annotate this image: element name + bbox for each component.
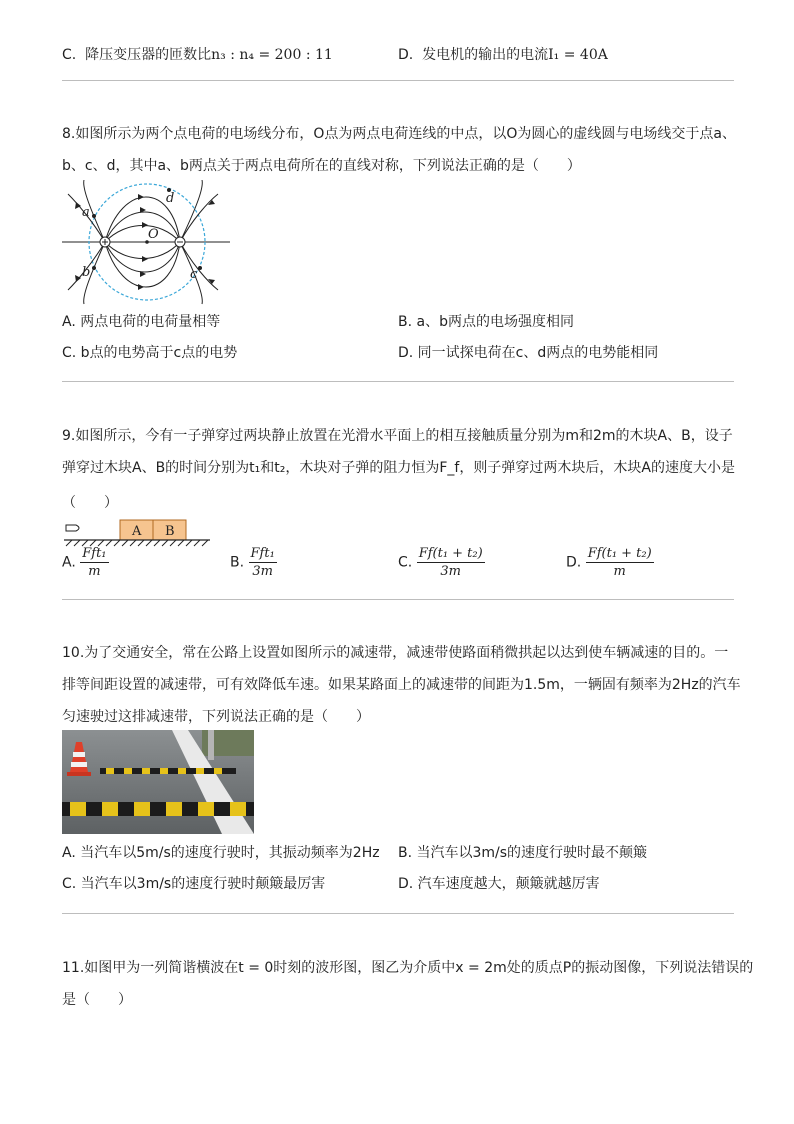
label-b: b bbox=[82, 265, 91, 280]
divider bbox=[62, 913, 734, 914]
q10-stem-line1: 10.为了交通安全，常在公路上设置如图所示的减速带，减速带使路面稍微拱起以达到使车辆减速的目的。一 bbox=[62, 645, 729, 661]
q8-field-figure bbox=[62, 180, 232, 305]
q9-option-c: C. $\frac{\text{Ff(t₁ + t₂)}}{3m}$ bbox=[398, 546, 483, 579]
q10-option-b: B. 当汽车以3m/s的速度行驶时最不颠簸 bbox=[398, 845, 648, 861]
q9-stem-line3: （ ） bbox=[62, 495, 118, 511]
q9-option-d: D. $\frac{\text{Ff(t₁ + t₂)}}{m}$ bbox=[566, 546, 652, 579]
q7-option-d: D. 发电机的输出的电流I₁ = 40A bbox=[398, 47, 608, 63]
label-d: d bbox=[166, 191, 175, 206]
q11-stem-line2: 是（ ） bbox=[62, 992, 132, 1008]
divider bbox=[62, 599, 734, 600]
divider bbox=[62, 381, 734, 382]
q8-option-b: B. a、b两点的电场强度相同 bbox=[398, 314, 574, 330]
label-o: O bbox=[148, 227, 159, 242]
q10-stem-line3: 匀速驶过这排减速带，下列说法正确的是（ ） bbox=[62, 709, 370, 725]
q9-option-a: A. $\frac{\text{Fft₁}}{m}$ bbox=[62, 546, 107, 579]
q11-stem-line1: 11.如图甲为一列简谐横波在t = 0时刻的波形图，图乙为介质中x = 2m处的质点P的振动图像，下列说法错误的 bbox=[62, 960, 754, 976]
label-a: a bbox=[82, 205, 90, 220]
label-c: c bbox=[190, 267, 198, 282]
q10-option-c: C. 当汽车以3m/s的速度行驶时颠簸最厉害 bbox=[62, 876, 326, 892]
bullet-icon bbox=[66, 525, 79, 531]
q9-stem-line1: 9.如图所示，今有一子弹穿过两块静止放置在光滑水平面上的相互接触质量分别为m和2m的木块A、B，设子 bbox=[62, 428, 733, 444]
q10-option-a: A. 当汽车以5m/s的速度行驶时，其振动频率为2Hz bbox=[62, 845, 380, 861]
q8-option-c: C. b点的电势高于c点的电势 bbox=[62, 345, 238, 361]
q9-option-b: B. $\frac{\text{Fft₁}}{3m}$ bbox=[230, 546, 275, 579]
svg-text:B: B bbox=[165, 524, 175, 539]
q8-option-a: A. 两点电荷的电荷量相等 bbox=[62, 314, 221, 330]
q10-stem-line2: 排等间距设置的减速带，可有效降低车速。如果某路面上的减速带的间距为1.5m，一辆固有频率为2Hz的汽车 bbox=[62, 677, 741, 693]
q8-stem-line1: 8.如图所示为两个点电荷的电场线分布，O点为两点电荷连线的中点，以O为圆心的虚线圆与电场线交于点a、 bbox=[62, 126, 736, 142]
divider bbox=[62, 80, 734, 81]
q9-stem-line2: 弹穿过木块A、B的时间分别为t₁和t₂，木块对子弹的阻力恒为F_f，则子弹穿过两木块后，木块A的速度大小是 bbox=[62, 460, 735, 476]
q8-stem-line2: b、c、d，其中a、b两点关于两点电荷所在的直线对称，下列说法正确的是（ ） bbox=[62, 158, 581, 174]
q7-option-c: C. 降压变压器的匝数比n₃ : n₄ = 200 : 11 bbox=[62, 47, 333, 63]
svg-text:A: A bbox=[132, 524, 142, 539]
q8-option-d: D. 同一试探电荷在c、d两点的电势能相同 bbox=[398, 345, 659, 361]
q10-speed-bump-photo bbox=[62, 730, 254, 834]
q10-option-d: D. 汽车速度越大，颠簸就越厉害 bbox=[398, 876, 600, 892]
